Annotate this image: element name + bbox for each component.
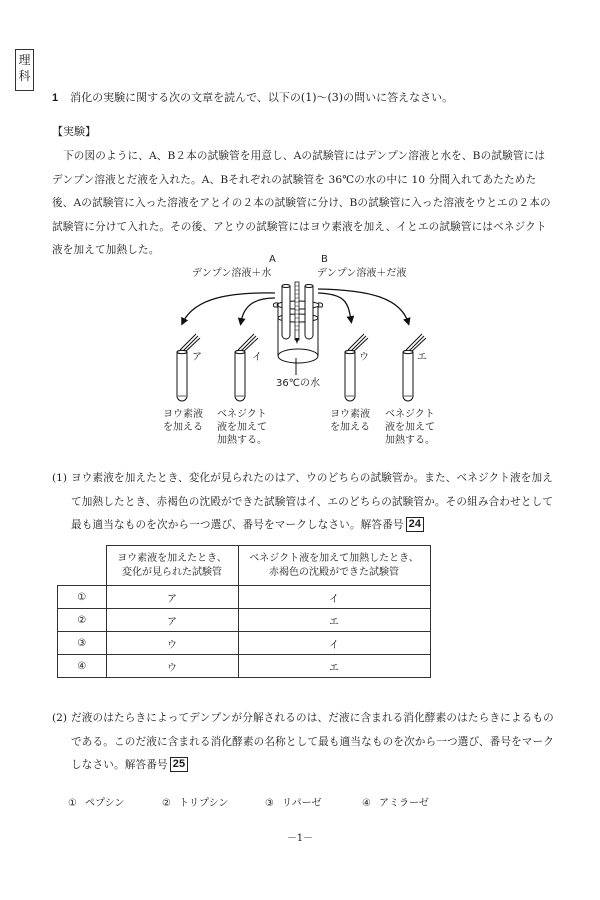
option-2[interactable]: ② トリプシン [162, 798, 229, 809]
droppers [180, 334, 426, 353]
tube-caption-e: ベネジクト 液を加えて 加熱する。 [385, 409, 435, 446]
table-row[interactable] [58, 655, 431, 678]
choice-mark: ③ [58, 632, 107, 655]
sub-question-text: ヨウ素液を加えたとき、変化が見られたのはア、ウのどちらの試験管か。また、ベネジクト液を加えて加熱したとき、赤褐色の沈殿ができた試験管はイ、エのどちらの試験管か。その組み合わせとして最も適当なものを次から一つ選び、番号をマークしなさい。解答番号 [71, 472, 554, 531]
tube-a-content: デンプン溶液＋水 [192, 268, 272, 279]
choice-col1: ウ [106, 632, 238, 655]
beaker-label: 36℃の水 [276, 378, 320, 389]
question-number: 1 [52, 92, 59, 104]
question-instruction: 消化の実験に関する次の文章を読んで、以下の(1)〜(3)の問いに答えなさい。 [70, 91, 454, 104]
choice-mark: ④ [58, 655, 107, 678]
sub-question-number: (2) [52, 712, 68, 724]
subject-char: 科 [18, 69, 31, 83]
choice-mark: ① [58, 586, 107, 609]
tube-caption-a: ヨウ素液 を加える [163, 409, 203, 433]
subject-char: 理 [18, 53, 31, 67]
thermometer [295, 282, 299, 344]
tube-b-content: デンプン溶液＋だ液 [317, 268, 407, 279]
choice-col2: イ [238, 586, 430, 609]
sub-question-text: だ液のはたらきによってデンプンが分解されるのは、だ液に含まれる消化酵素のはたらきによるものである。このだ液に含まれる消化酵素の名称として最も適当なものを次から一つ選び、番号をマークしなさい。解答番号 [71, 712, 555, 771]
experiment-text: 下の図のように、A、B２本の試験管を用意し、Aの試験管にはデンプン溶液と水を、Bの試験管にはデンプン溶液とだ液を入れた。A、Bそれぞれの試験管を 36℃の水の中に 10 分間入れてあたためた後、Aの試験管に入った溶液をアとイの２本の試験管に分け、Bの試験管に入った溶液をウとエの２本の試験管に分けて入れた。その後、アとウの試験管にはヨウ素液を加え、イとエの試験管にはベネジクト液を加えて加熱した。 [52, 150, 551, 256]
answer-number-box: 24 [406, 517, 425, 532]
test-tubes [177, 350, 413, 401]
choice-col2: イ [238, 632, 430, 655]
table-row[interactable] [58, 609, 431, 632]
tube-label-u: ウ [359, 352, 369, 363]
answer-number-box: 25 [170, 757, 189, 772]
sub-question-2 [52, 707, 557, 778]
table-row[interactable] [58, 586, 431, 609]
option-1[interactable]: ① ペプシン [68, 798, 125, 809]
choice-col1: ア [106, 609, 238, 632]
tube-b-letter: B [321, 254, 328, 265]
tube-label-e: エ [417, 352, 427, 363]
page-number: －1－ [286, 833, 314, 844]
tube-caption-i: ベネジクト 液を加えて 加熱する。 [217, 409, 267, 446]
table-header-col1: ヨウ素液を加えたとき、 変化が見られた試験管 [106, 546, 238, 586]
table-header-row [58, 546, 431, 586]
table-row[interactable] [58, 632, 431, 655]
tube-label-a: ア [192, 352, 202, 363]
choice-col1: ウ [106, 655, 238, 678]
choice-mark: ② [58, 609, 107, 632]
choice-col2: エ [238, 609, 430, 632]
table-header-col2: ベネジクト液を加えて加熱したとき、 赤褐色の沈殿ができた試験管 [238, 546, 430, 586]
option-4[interactable]: ④ アミラーゼ [362, 798, 429, 809]
tube-a-letter: A [269, 254, 276, 265]
experiment-figure [160, 250, 460, 450]
sub-question-1 [52, 467, 557, 538]
sub-question-number: (1) [52, 472, 68, 484]
experiment-heading: 【実験】 [52, 125, 96, 138]
tube-label-i: イ [252, 352, 262, 363]
choice-col2: エ [238, 655, 430, 678]
table-header-blank [58, 546, 107, 586]
option-3[interactable]: ③ リパーゼ [265, 798, 322, 809]
tube-caption-u: ヨウ素液 を加える [330, 409, 370, 433]
question-title [52, 89, 453, 105]
choice-col1: ア [106, 586, 238, 609]
subject-label-box [15, 49, 34, 91]
choices-table [57, 545, 431, 678]
